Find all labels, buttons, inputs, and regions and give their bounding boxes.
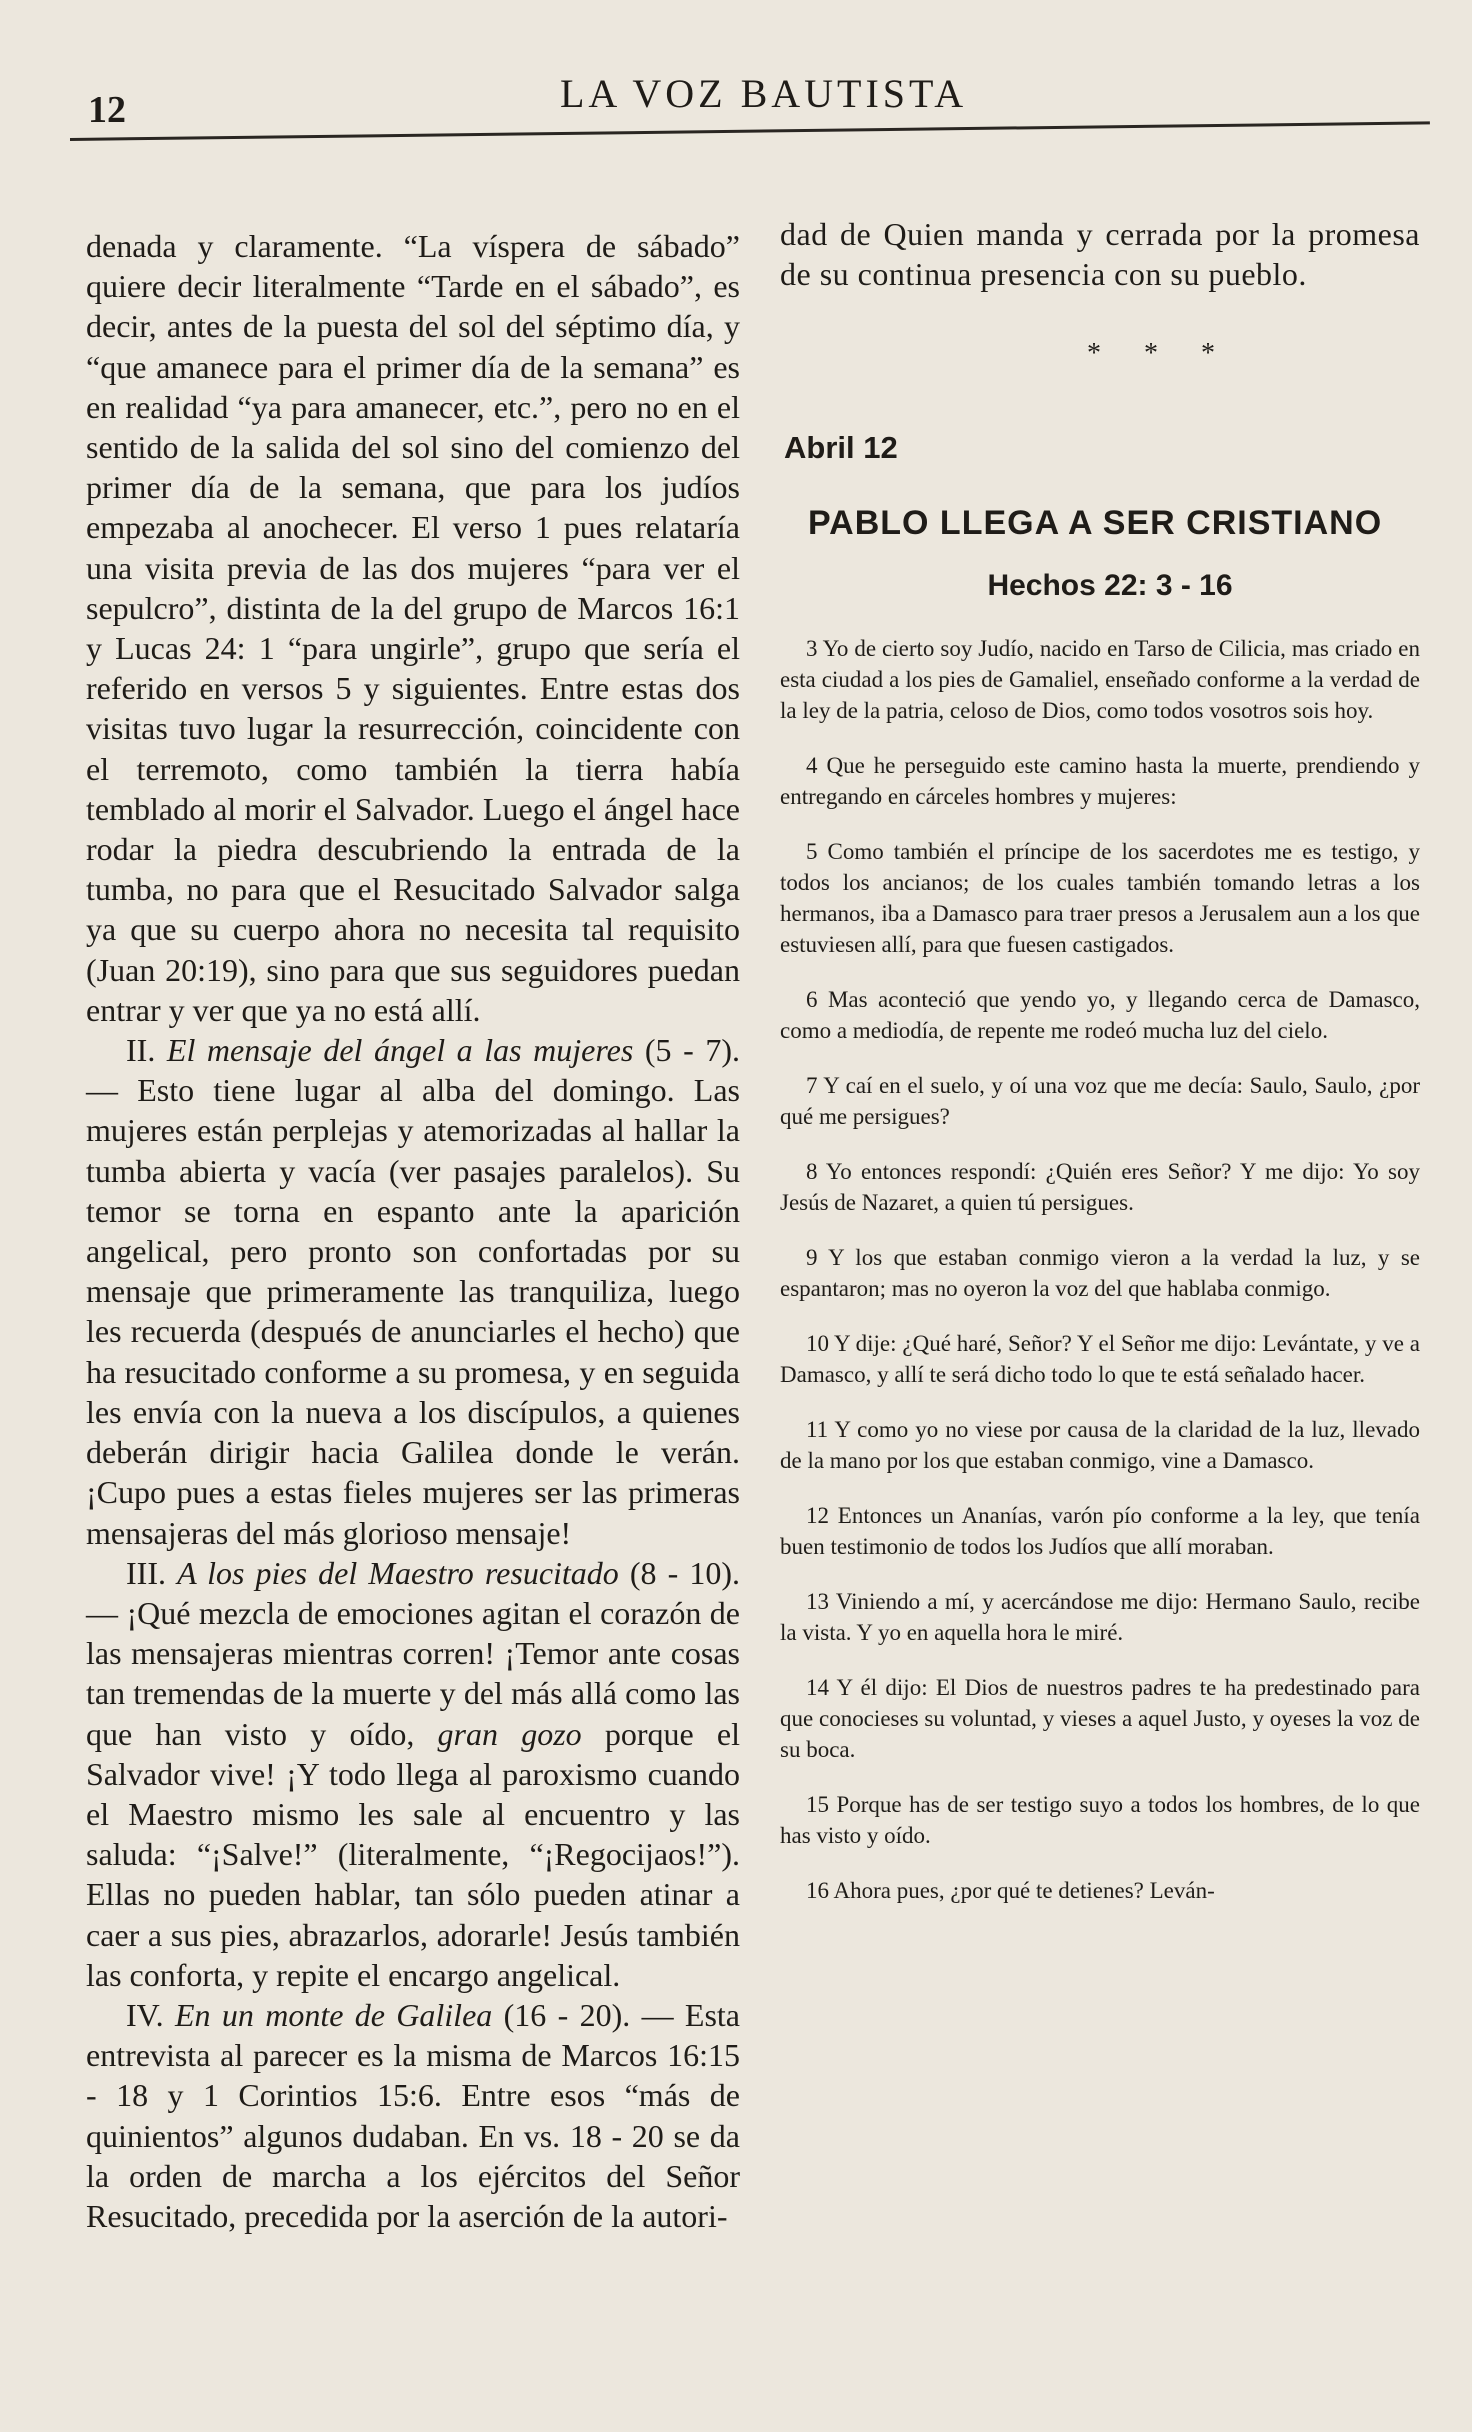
verse: 9 Y los que estaban conmigo vieron a la verdad la luz, y se espantaron; mas no oyeron la voz del que hablaba conmigo. — [780, 1245, 1420, 1301]
page-header — [70, 40, 1430, 140]
section-three-body-a: (8 - 10). — ¡Qué mezcla de emociones agitan el corazón de las mensajeras mientras corren! ¡Temor ante cosas tan tremendas de la muerte y del más allá como las que han visto y oído, — [86, 1554, 741, 1752]
verse: 10 Y dije: ¿Qué haré, Señor? Y el Señor me dijo: Levántate, y ve a Damasco, y allí te será dicho todo lo que te está señalado hacer. — [780, 1331, 1420, 1387]
running-title: LA VOZ BAUTISTA — [560, 71, 968, 116]
section-three — [86, 1553, 740, 1995]
header-rule — [70, 121, 1430, 141]
section-separator: * * * — [1087, 338, 1233, 369]
section-two-body: (5 - 7). — Esto tiene lugar al alba del domingo. Las mujeres están perplejas y atemorizadas al hallar la tumba abierta y vacía (ver pasajes paralelos). Su temor se torna en espanto ante la aparición angelical, pero pronto son confortadas por su mensaje que primeramente las tranquiliza, luego les recuerda (después de anunciarles el hecho) que ha resucitado conforme a su promesa, y en seguida les envía con la nueva a los discípulos, a quienes deberán dirigir hacia Galilea donde le verán. ¡Cupo pues a estas fieles mujeres ser las primeras mensajeras del más glorioso mensaje! — [86, 1032, 741, 1551]
section-three-number: III. — [126, 1554, 166, 1591]
scripture-verses — [780, 633, 1420, 1906]
verse: 7 Y caí en el suelo, y oí una voz que me decía: Saulo, Saulo, ¿por qué me persigues? — [780, 1073, 1420, 1129]
lesson-date: Abril 12 — [784, 430, 898, 465]
section-two-number: II. — [126, 1032, 156, 1069]
verse: 12 Entonces un Ananías, varón pío conforme a la ley, que tenía buen testimonio de todos los Judíos que allí moraban. — [780, 1503, 1420, 1559]
paragraph-resurrection-timing: denada y claramente. “La víspera de sábado” quiere decir literalmente “Tarde en el sábado”, es decir, antes de la puesta del sol del séptimo día, y “que amanece para el primer día de la semana” es en realidad “ya para amanecer, etc.”, pero no en el sentido de la salida del sol sino del comienzo del primer día de la semana, que para los judíos empezaba al anochecer. El verso 1 pues relataría una visita previa de las dos mujeres “para ver el sepulcro”, distinta de la del grupo de Marcos 16:1 y Lucas 24: 1 “para ungirle”, grupo que sería el referido en versos 5 y siguientes. Entre estas dos visitas tuvo lugar la resurrección, coincidente con el terremoto, como también la tierra había temblado al morir el Salvador. Luego el ángel hace rodar la piedra descubriendo la entrada de la tumba, no para que el Resucitado Salvador salga ya que su cuerpo ahora no necesita tal requisito (Juan 20:19), sino para que sus seguidores puedan entrar y ver que ya no está allí. — [86, 228, 740, 1028]
verse: 6 Mas aconteció que yendo yo, y llegando cerca de Damasco, como a mediodía, de repente me rodeó mucha luz del cielo. — [780, 987, 1420, 1043]
section-four-title: En un monte de Galilea — [174, 1996, 493, 2033]
section-two-title: El mensaje del ángel a las mujeres — [166, 1032, 634, 1069]
section-two — [86, 1030, 740, 1553]
left-column — [86, 226, 740, 2236]
section-three-title: A los pies del Maestro resucitado — [177, 1554, 619, 1591]
verse: 15 Porque has de ser testigo suyo a todos los hombres, de lo que has visto y oído. — [780, 1792, 1420, 1848]
section-four — [86, 1995, 740, 2236]
verse: 5 Como también el príncipe de los sacerdotes me es testigo, y todos los ancianos; de los cuales también tomando letras a los hermanos, iba a Damasco para traer presos a Jerusalem aun a los que estuviesen allí, para que fuesen castigados. — [780, 839, 1420, 957]
verse: 4 Que he perseguido este camino hasta la muerte, prendiendo y entregando en cárceles hombres y mujeres: — [780, 753, 1420, 809]
page-number: 12 — [88, 89, 126, 131]
section-three-emphasis: gran gozo — [437, 1715, 582, 1752]
verse: 14 Y él dijo: El Dios de nuestros padres te ha predestinado para que conocieses su voluntad, y vieses a aquel Justo, y oyeses la voz de su boca. — [780, 1675, 1420, 1762]
right-column — [780, 214, 1420, 1930]
section-four-number: IV. — [126, 1996, 164, 2033]
section-four-body: (16 - 20). — Esta entrevista al parecer es la misma de Marcos 16:15 - 18 y 1 Corintios 15:6. Entre esos “más de quinientos” algunos dudaban. En vs. 18 - 20 se da la orden de marcha a los ejércitos del Señor Resucitado, precedida por la aserción de la autori- — [86, 1996, 741, 2234]
lesson-title: PABLO LLEGA A SER CRISTIANO — [808, 504, 1383, 542]
section-three-body-b: porque el Salvador vive! ¡Y todo llega al paroxismo cuando el Maestro mismo les sale al encuentro y las saluda: “¡Salve!” (literalmente, “¡Regocijaos!”). Ellas no pueden hablar, tan sólo pueden atinar a caer a sus pies, abrazarlos, adorarle! Jesús también las conforta, y repite el encargo angelical. — [86, 1715, 741, 1993]
verse: 8 Yo entonces respondí: ¿Quién eres Señor? Y me dijo: Yo soy Jesús de Nazaret, a quien tú persigues. — [780, 1159, 1420, 1215]
verse: 13 Viniendo a mí, y acercándose me dijo: Hermano Saulo, recibe la vista. Y yo en aquella hora le miré. — [780, 1589, 1420, 1645]
verse: 11 Y como yo no viese por causa de la claridad de la luz, llevado de la mano por los que estaban conmigo, vine a Damasco. — [780, 1417, 1420, 1473]
verse: 3 Yo de cierto soy Judío, nacido en Tarso de Cilicia, mas criado en esta ciudad a los pies de Gamaliel, enseñado conforme a la verdad de la ley de la patria, celoso de Dios, como todos vosotros sois hoy. — [780, 636, 1420, 723]
verse: 16 Ahora pues, ¿por qué te detienes? Leván- — [806, 1878, 1215, 1903]
continuation-text: dad de Quien manda y cerrada por la promesa de su continua presencia con su pueblo. — [780, 216, 1420, 292]
scripture-reference: Hechos 22: 3 - 16 — [987, 569, 1233, 602]
